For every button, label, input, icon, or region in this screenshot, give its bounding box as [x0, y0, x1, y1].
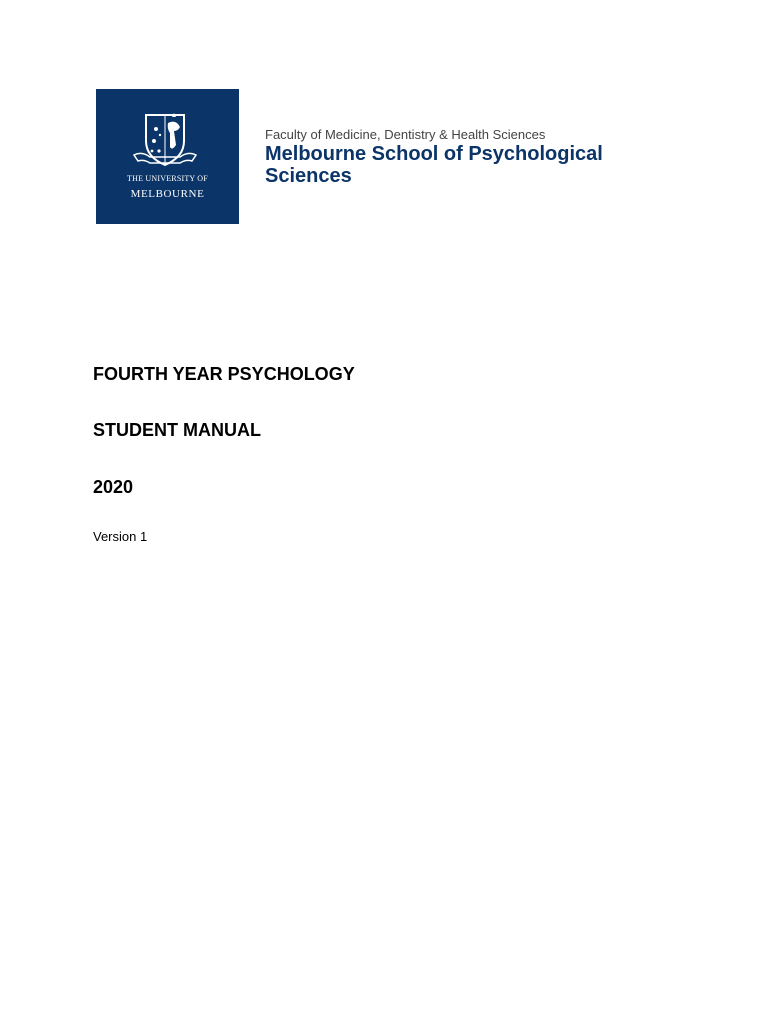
school-name: Melbourne School of Psychological Sciences: [265, 143, 603, 187]
university-name-line1: THE UNIVERSITY OF: [127, 174, 208, 183]
faculty-name: Faculty of Medicine, Dentistry & Health Sciences: [265, 127, 546, 142]
university-logo: [96, 89, 239, 224]
document-subtitle: STUDENT MANUAL: [93, 420, 261, 440]
document-year: 2020: [93, 477, 134, 497]
document-title: FOURTH YEAR PSYCHOLOGY: [93, 364, 355, 384]
document-version: Version 1: [93, 529, 148, 544]
university-crest-icon: [132, 111, 198, 169]
university-name-line2: MELBOURNE: [130, 188, 205, 200]
